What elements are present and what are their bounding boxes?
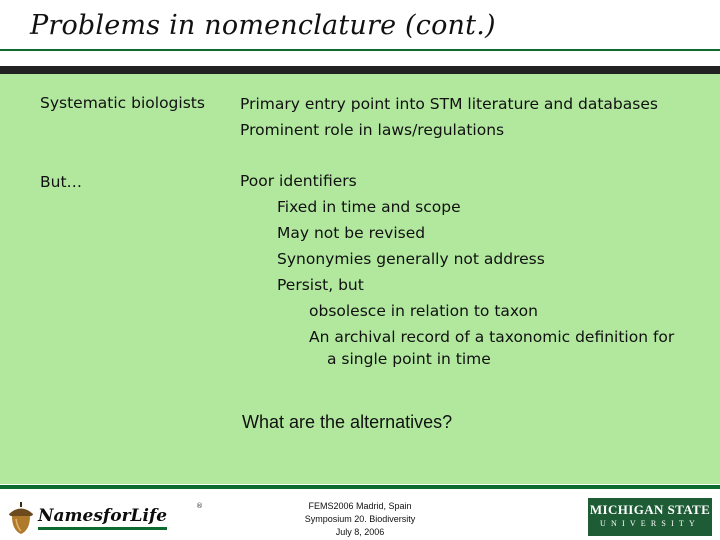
namesforlife-logo xyxy=(6,500,206,536)
row-label-but: But… xyxy=(40,173,83,191)
conference-line: Symposium 20. Biodiversity xyxy=(304,514,416,524)
subpoint-fixed: Fixed in time and scope xyxy=(277,198,461,216)
subsubpoint-obsolesce: obsolesce in relation to taxon xyxy=(309,302,538,320)
msu-university: UNIVERSITY xyxy=(600,519,700,528)
point-poor-identifiers: Poor identifiers xyxy=(240,172,357,190)
subsubpoint-archival-record-cont: a single point in time xyxy=(327,350,491,368)
conference-line: July 8, 2006 xyxy=(335,527,385,537)
subpoint-synonymies: Synonymies generally not address xyxy=(277,250,545,268)
conference-line: FEMS2006 Madrid, Spain xyxy=(308,501,412,511)
subpoint-persist: Persist, but xyxy=(277,276,364,294)
title-underline xyxy=(0,49,720,51)
acorn-icon xyxy=(6,500,36,536)
row-label-systematic: Systematic biologists xyxy=(40,94,205,112)
point-primary-entry: Primary entry point into STM literature and databases xyxy=(240,95,658,113)
subpoint-not-revised: May not be revised xyxy=(277,224,426,242)
slide-title: Problems in nomenclature (cont.) xyxy=(30,10,496,41)
namesforlife-wordmark: NamesforLife xyxy=(38,506,167,530)
conference-info xyxy=(290,500,430,539)
alternatives-question: What are the alternatives? xyxy=(242,412,453,432)
subsubpoint-archival-record: An archival record of a taxonomic definition for xyxy=(309,328,675,346)
msu-name: MICHIGAN STATE xyxy=(589,502,711,517)
point-prominent-role: Prominent role in laws/regulations xyxy=(240,121,505,139)
registered-mark: ® xyxy=(196,502,203,510)
msu-logo xyxy=(588,498,712,536)
